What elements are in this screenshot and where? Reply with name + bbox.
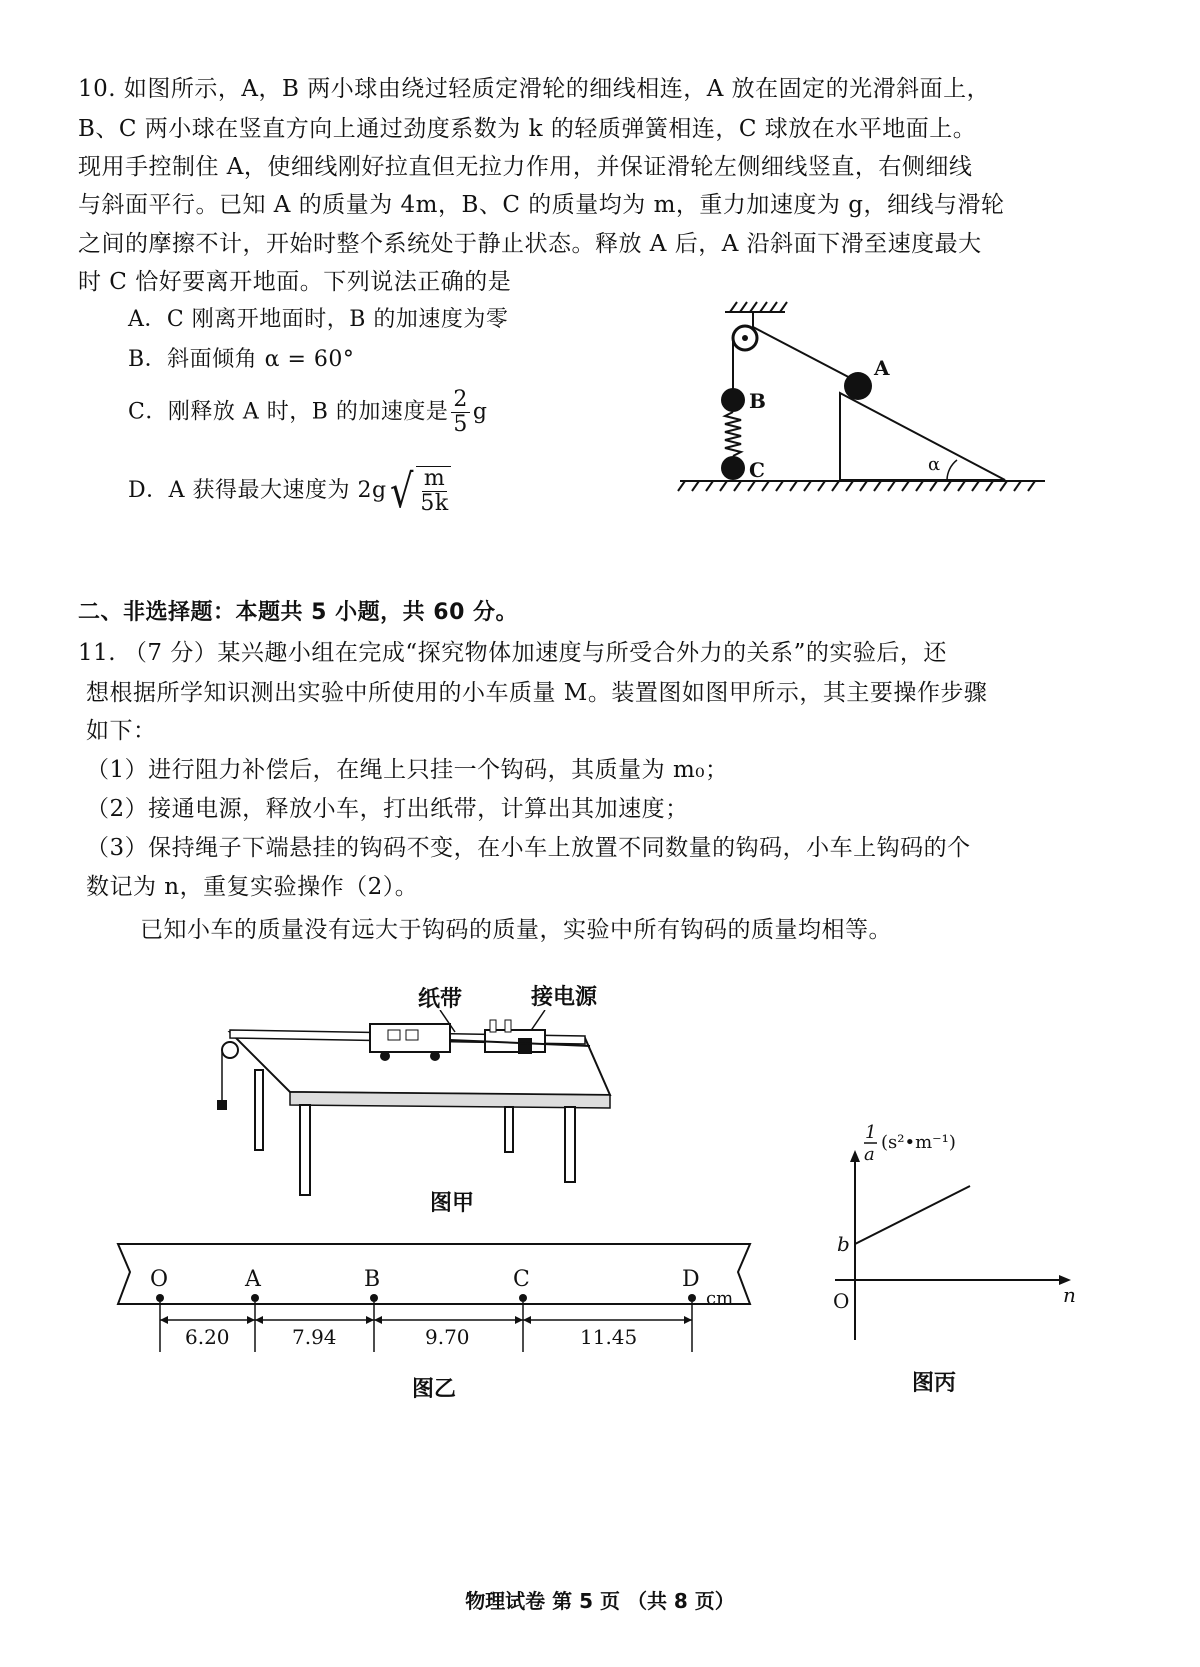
graph-ylabel-num: 1 bbox=[865, 1122, 877, 1143]
table-pulley bbox=[222, 1042, 238, 1058]
q10-figure bbox=[675, 300, 1055, 520]
fig-yi-caption: 图乙 bbox=[412, 1377, 457, 1402]
q11-step-3-cont: 数记为 n，重复实验操作（2）。 bbox=[86, 874, 419, 900]
label-alpha: α bbox=[928, 454, 941, 475]
q10-option-d-num: m bbox=[423, 466, 446, 491]
q11-note: 已知小车的质量没有远大于钩码的质量，实验中所有钩码的质量均相等。 bbox=[140, 917, 892, 943]
graph-intercept-b: b bbox=[837, 1232, 850, 1256]
tape-dot-a bbox=[251, 1294, 259, 1302]
q11-line-1: 11. （7 分）某兴趣小组在完成“探究物体加速度与所受合外力的关系”的实验后，还 bbox=[78, 640, 947, 666]
q11-line-3: 如下： bbox=[86, 718, 157, 744]
q10-option-c bbox=[128, 388, 487, 437]
graph-ylabel-unit: (s²•m⁻¹) bbox=[881, 1132, 956, 1153]
q10-option-a: A．C 刚离开地面时，B 的加速度为零 bbox=[128, 307, 509, 332]
q10-line-1: 10. 如图所示，A，B 两小球由绕过轻质定滑轮的细线相连，A 放在固定的光滑斜面上， bbox=[78, 76, 991, 102]
q10-option-c-num: 2 bbox=[453, 387, 468, 412]
ball-c bbox=[721, 456, 745, 480]
tape-unit: cm bbox=[706, 1288, 734, 1309]
tape-label-o: O bbox=[150, 1267, 169, 1292]
tape-label-a: A bbox=[245, 1267, 261, 1292]
ball-b bbox=[721, 388, 745, 412]
graph-origin: O bbox=[833, 1289, 850, 1313]
section-2-header: 二、非选择题：本题共 5 小题，共 60 分。 bbox=[78, 600, 519, 625]
label-a: A bbox=[874, 356, 890, 380]
tape-dist-oa: 6.20 bbox=[185, 1325, 230, 1349]
q10-option-d-text: D．A 获得最大速度为 2g bbox=[128, 478, 387, 503]
fig-jia-caption: 图甲 bbox=[430, 1191, 475, 1216]
tape-dot-c bbox=[519, 1294, 527, 1302]
ball-a bbox=[844, 372, 872, 400]
tape-dot-b bbox=[370, 1294, 378, 1302]
q10-option-c-fraction bbox=[451, 388, 470, 437]
q10-option-d bbox=[128, 466, 451, 516]
q10-option-c-den: 5 bbox=[453, 412, 468, 437]
label-b: B bbox=[749, 389, 766, 413]
spring bbox=[725, 412, 741, 456]
page-footer: 物理试卷 第 5 页 （共 8 页） bbox=[465, 1589, 735, 1613]
graph-line bbox=[855, 1186, 970, 1244]
q10-option-b: B．斜面倾角 α = 60° bbox=[128, 347, 355, 372]
tape-label-d: D bbox=[682, 1267, 700, 1292]
q10-option-c-text: C．刚释放 A 时，B 的加速度是 bbox=[128, 399, 449, 425]
q10-line-4: 与斜面平行。已知 A 的质量为 4m，B、C 的质量均为 m，重力加速度为 g，细线与滑轮 bbox=[78, 192, 1005, 218]
label-power-supply: 接电源 bbox=[531, 985, 598, 1010]
q10-option-d-den: 5k bbox=[420, 491, 449, 516]
tape-dist-cd: 11.45 bbox=[580, 1325, 638, 1349]
q10-option-c-unit: g bbox=[472, 399, 488, 425]
fig-bing-graph bbox=[815, 1118, 1085, 1353]
q11-step-2: （2）接通电源，释放小车，打出纸带，计算出其加速度； bbox=[86, 796, 689, 822]
graph-ylabel-den: a bbox=[864, 1144, 875, 1165]
graph-xlabel: n bbox=[1063, 1283, 1076, 1307]
fig-bing-caption: 图丙 bbox=[912, 1371, 957, 1396]
fig-jia-apparatus bbox=[200, 1010, 620, 1200]
fig-yi-tape bbox=[110, 1242, 760, 1362]
tape-label-b: B bbox=[364, 1267, 381, 1292]
tape-dot-d bbox=[688, 1294, 696, 1302]
label-c: C bbox=[749, 458, 765, 482]
q10-line-6: 时 C 恰好要离开地面。下列说法正确的是 bbox=[78, 269, 512, 295]
q10-option-d-sqrt: √ $\frac{m}{5k}$ bbox=[389, 464, 449, 518]
q11-step-3: （3）保持绳子下端悬挂的钩码不变，在小车上放置不同数量的钩码，小车上钩码的个 bbox=[86, 835, 971, 861]
tape-dist-ab: 7.94 bbox=[292, 1325, 337, 1349]
q11-step-1: （1）进行阻力补偿后，在绳上只挂一个钩码，其质量为 m₀； bbox=[86, 757, 729, 783]
tape-label-c: C bbox=[513, 1267, 530, 1292]
label-paper-tape: 纸带 bbox=[418, 987, 463, 1012]
ceiling-hatch bbox=[725, 302, 787, 312]
ground-hatch bbox=[678, 481, 1045, 491]
q11-line-2: 想根据所学知识测出实验中所使用的小车质量 M。装置图如图甲所示，其主要操作步骤 bbox=[86, 680, 988, 706]
hanging-weight bbox=[217, 1100, 227, 1110]
tape-dot-o bbox=[156, 1294, 164, 1302]
q10-line-2: B、C 两小球在竖直方向上通过劲度系数为 k 的轻质弹簧相连，C 球放在水平地面上。 bbox=[78, 116, 977, 142]
q10-line-3: 现用手控制住 A，使细线刚好拉直但无拉力作用，并保证滑轮左侧细线竖直，右侧细线 bbox=[78, 154, 973, 180]
incline bbox=[840, 393, 1005, 480]
tape-dist-bc: 9.70 bbox=[425, 1325, 470, 1349]
q10-line-5: 之间的摩擦不计，开始时整个系统处于静止状态。释放 A 后，A 沿斜面下滑至速度最大 bbox=[78, 231, 982, 257]
